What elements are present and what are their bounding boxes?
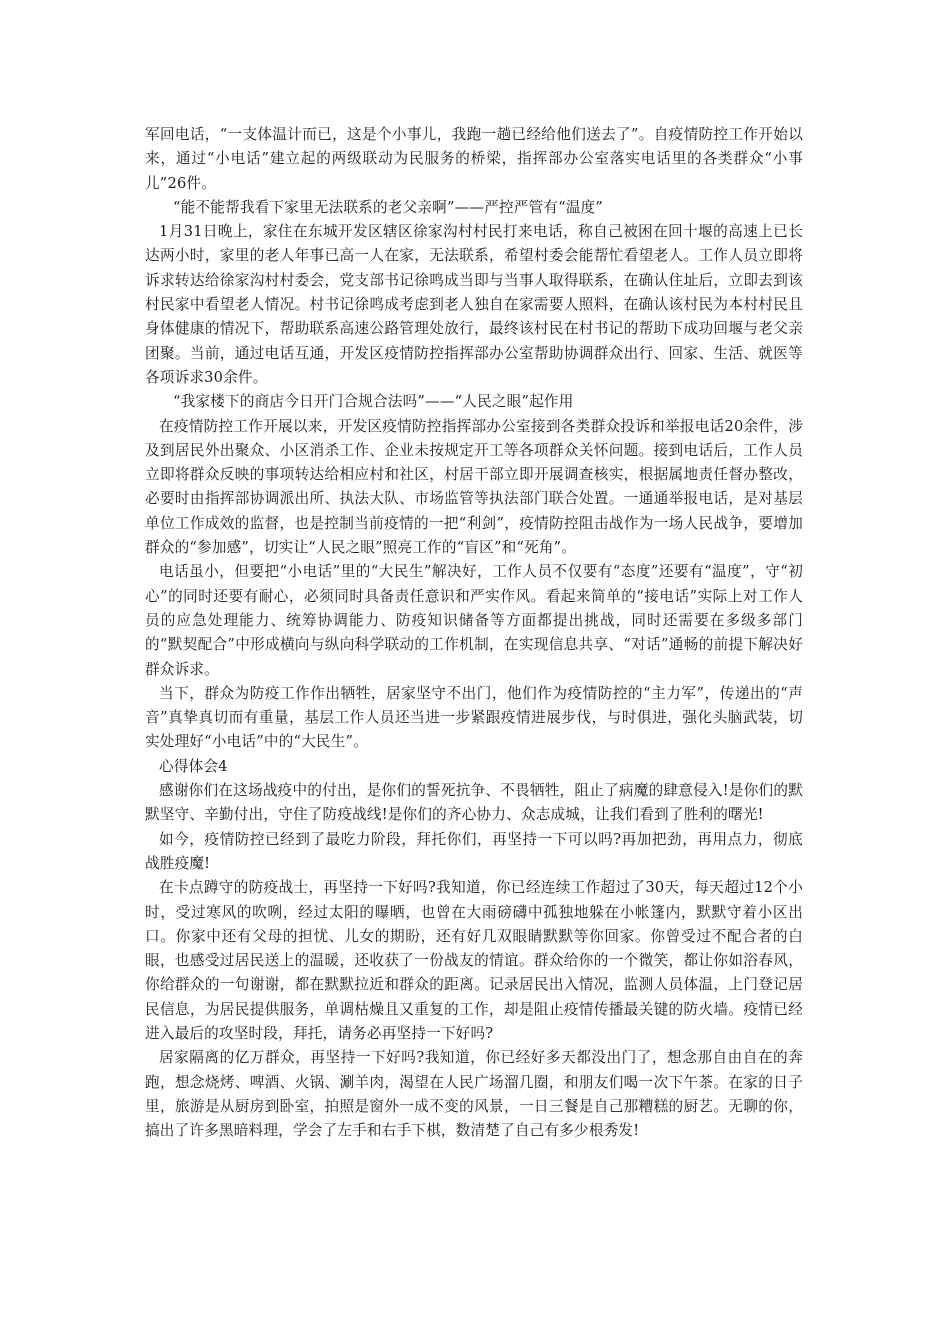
paragraph-elderly-father: 1月31日晚上，家住在东城开发区辖区徐家沟村村民打来电话，称自己被困在回十堰的高速上已长达两小时，家里的老人年事已高一人在家，无法联系，希望村委会能帮忙看望老人。工作人员立即将诉求转达给徐家沟村村委会，党支部书记徐鸣成当即与当事人取得联系，在确认住址后，立即去到该村民家中看望老人情况。村书记徐鸣成考虑到老人独自在家需要人照料，在确认该村民为本村村民且身体健康的情况下，帮助联系高速公路管理处放行，最终该村民在村书记的帮助下成功回堰与老父亲团聚。当前，通过电话互通，开发区疫情防控指挥部办公室帮助协调群众出行、回家、生活、就医等各项诉求30余件。 bbox=[145, 223, 803, 386]
section-heading-reflection-4: 心得体会4 bbox=[159, 757, 228, 775]
section-heading-people-eyes: “我家楼下的商店今日开门合规合法吗”——“人民之眼”起作用 bbox=[173, 393, 574, 411]
paragraph-intro: 军回电话，“一支体温计而已，这是个小事儿，我跑一趟已经给他们送去了”。自疫情防控工作开始以来，通过“小电话”建立起的两级联动为民服务的桥梁，指挥部办公室落实电话里的各类群众“小事儿”26件。 bbox=[145, 126, 803, 192]
paragraph-small-phone: 电话虽小，但要把“小电话”里的“大民生”解决好，工作人员不仅要有“态度”还要有“温度”，守“初心”的同时还要有耐心，必须同时具备责任意识和严实作风。看起来简单的“接电话”实际上对工作人员的应急处理能力、统筹协调能力、防疫知识储备等方面都提出挑战，同时还需要在多级多部门的“默契配合”中形成横向与纵向科学联动的工作机制，在实现信息共享、“对话”通畅的前提下解决好群众诉求。 bbox=[145, 563, 803, 678]
paragraph-thanks: 感谢你们在这场战疫中的付出，是你们的誓死抗争、不畏牺牲，阻止了病魔的肆意侵入!是你们的默默坚守、辛勤付出，守住了防疫战线!是你们的齐心协力、众志成城，让我们看到了胜利的曙光! bbox=[145, 782, 803, 824]
paragraph-complaints: 在疫情防控工作开展以来，开发区疫情防控指挥部办公室接到各类群众投诉和举报电话20余件，涉及到居民外出聚众、小区消杀工作、企业未按规定开工等各项群众关怀问题。接到电话后，工作人员立即将群众反映的事项转达给相应村和社区，村居干部立即开展调查核实，根据属地责任督办整改，必要时由指挥部协调派出所、执法大队、市场监管等执法部门联合处置。一通通举报电话，是对基层单位工作成效的监督，也是控制当前疫情的一把“利剑”，疫情防控阻击战作为一场人民战争，要增加群众的“参加感”，切实让“人民之眼”照亮工作的“盲区”和“死角”。 bbox=[145, 417, 803, 557]
section-heading-elderly-father: “能不能帮我看下家里无法联系的老父亲啊”——严控严管有“温度” bbox=[173, 198, 604, 216]
paragraph-checkpoint-fighters: 在卡点蹲守的防疫战士，再坚持一下好吗?我知道，你已经连续工作超过了30天，每天超过12个小时，受过寒风的吹咧，经过太阳的曝晒，也曾在大雨磅礴中孤独地躲在小帐篷内，默默守着小区出口。你家中还有父母的担忧、儿女的期盼，还有好几双眼睛默默等你回家。你曾受过不配合者的白眼，也感受过居民送上的温暖，还收获了一份战友的情谊。群众给你的一个微笑，都让你如浴春风，你给群众的一句谢谢，都在默默拉近和群众的距离。记录居民出入情况，监测人员体温，上门登记居民信息，为居民提供服务，单调枯燥且又重复的工作，却是阻止疫情传播最关键的防火墙。疫情已经进入最后的攻坚时段，拜托，请务必再坚持一下好吗? bbox=[145, 879, 803, 1042]
paragraph-persist: 如今，疫情防控已经到了最吃力阶段，拜托你们，再坚持一下可以吗?再加把劲，再用点力，彻底战胜疫魔! bbox=[145, 830, 803, 872]
paragraph-home-isolation: 居家隔离的亿万群众，再坚持一下好吗?我知道，你已经好多天都没出门了，想念那自由自在的奔跑，想念烧烤、啤酒、火锅、涮羊肉，渴望在人民广场溜几圈，和朋友们喝一次下午茶。在家的日子里，旅游是从厨房到卧室，拍照是窗外一成不变的风景，一日三餐是自己那糟糕的厨艺。无聊的你，搞出了许多黑暗料理，学会了左手和右手下棋，数清楚了自己有多少根秀发! bbox=[145, 1049, 803, 1140]
paragraph-current: 当下，群众为防疫工作作出牺牲，居家坚守不出门，他们作为疫情防控的“主力军”，传递出的“声音”真挚真切而有重量，基层工作人员还当进一步紧跟疫情进展步伐，与时俱进，强化头脑武装，切实处理好“小电话”中的“大民生”。 bbox=[145, 684, 803, 751]
document-page bbox=[145, 123, 803, 1143]
